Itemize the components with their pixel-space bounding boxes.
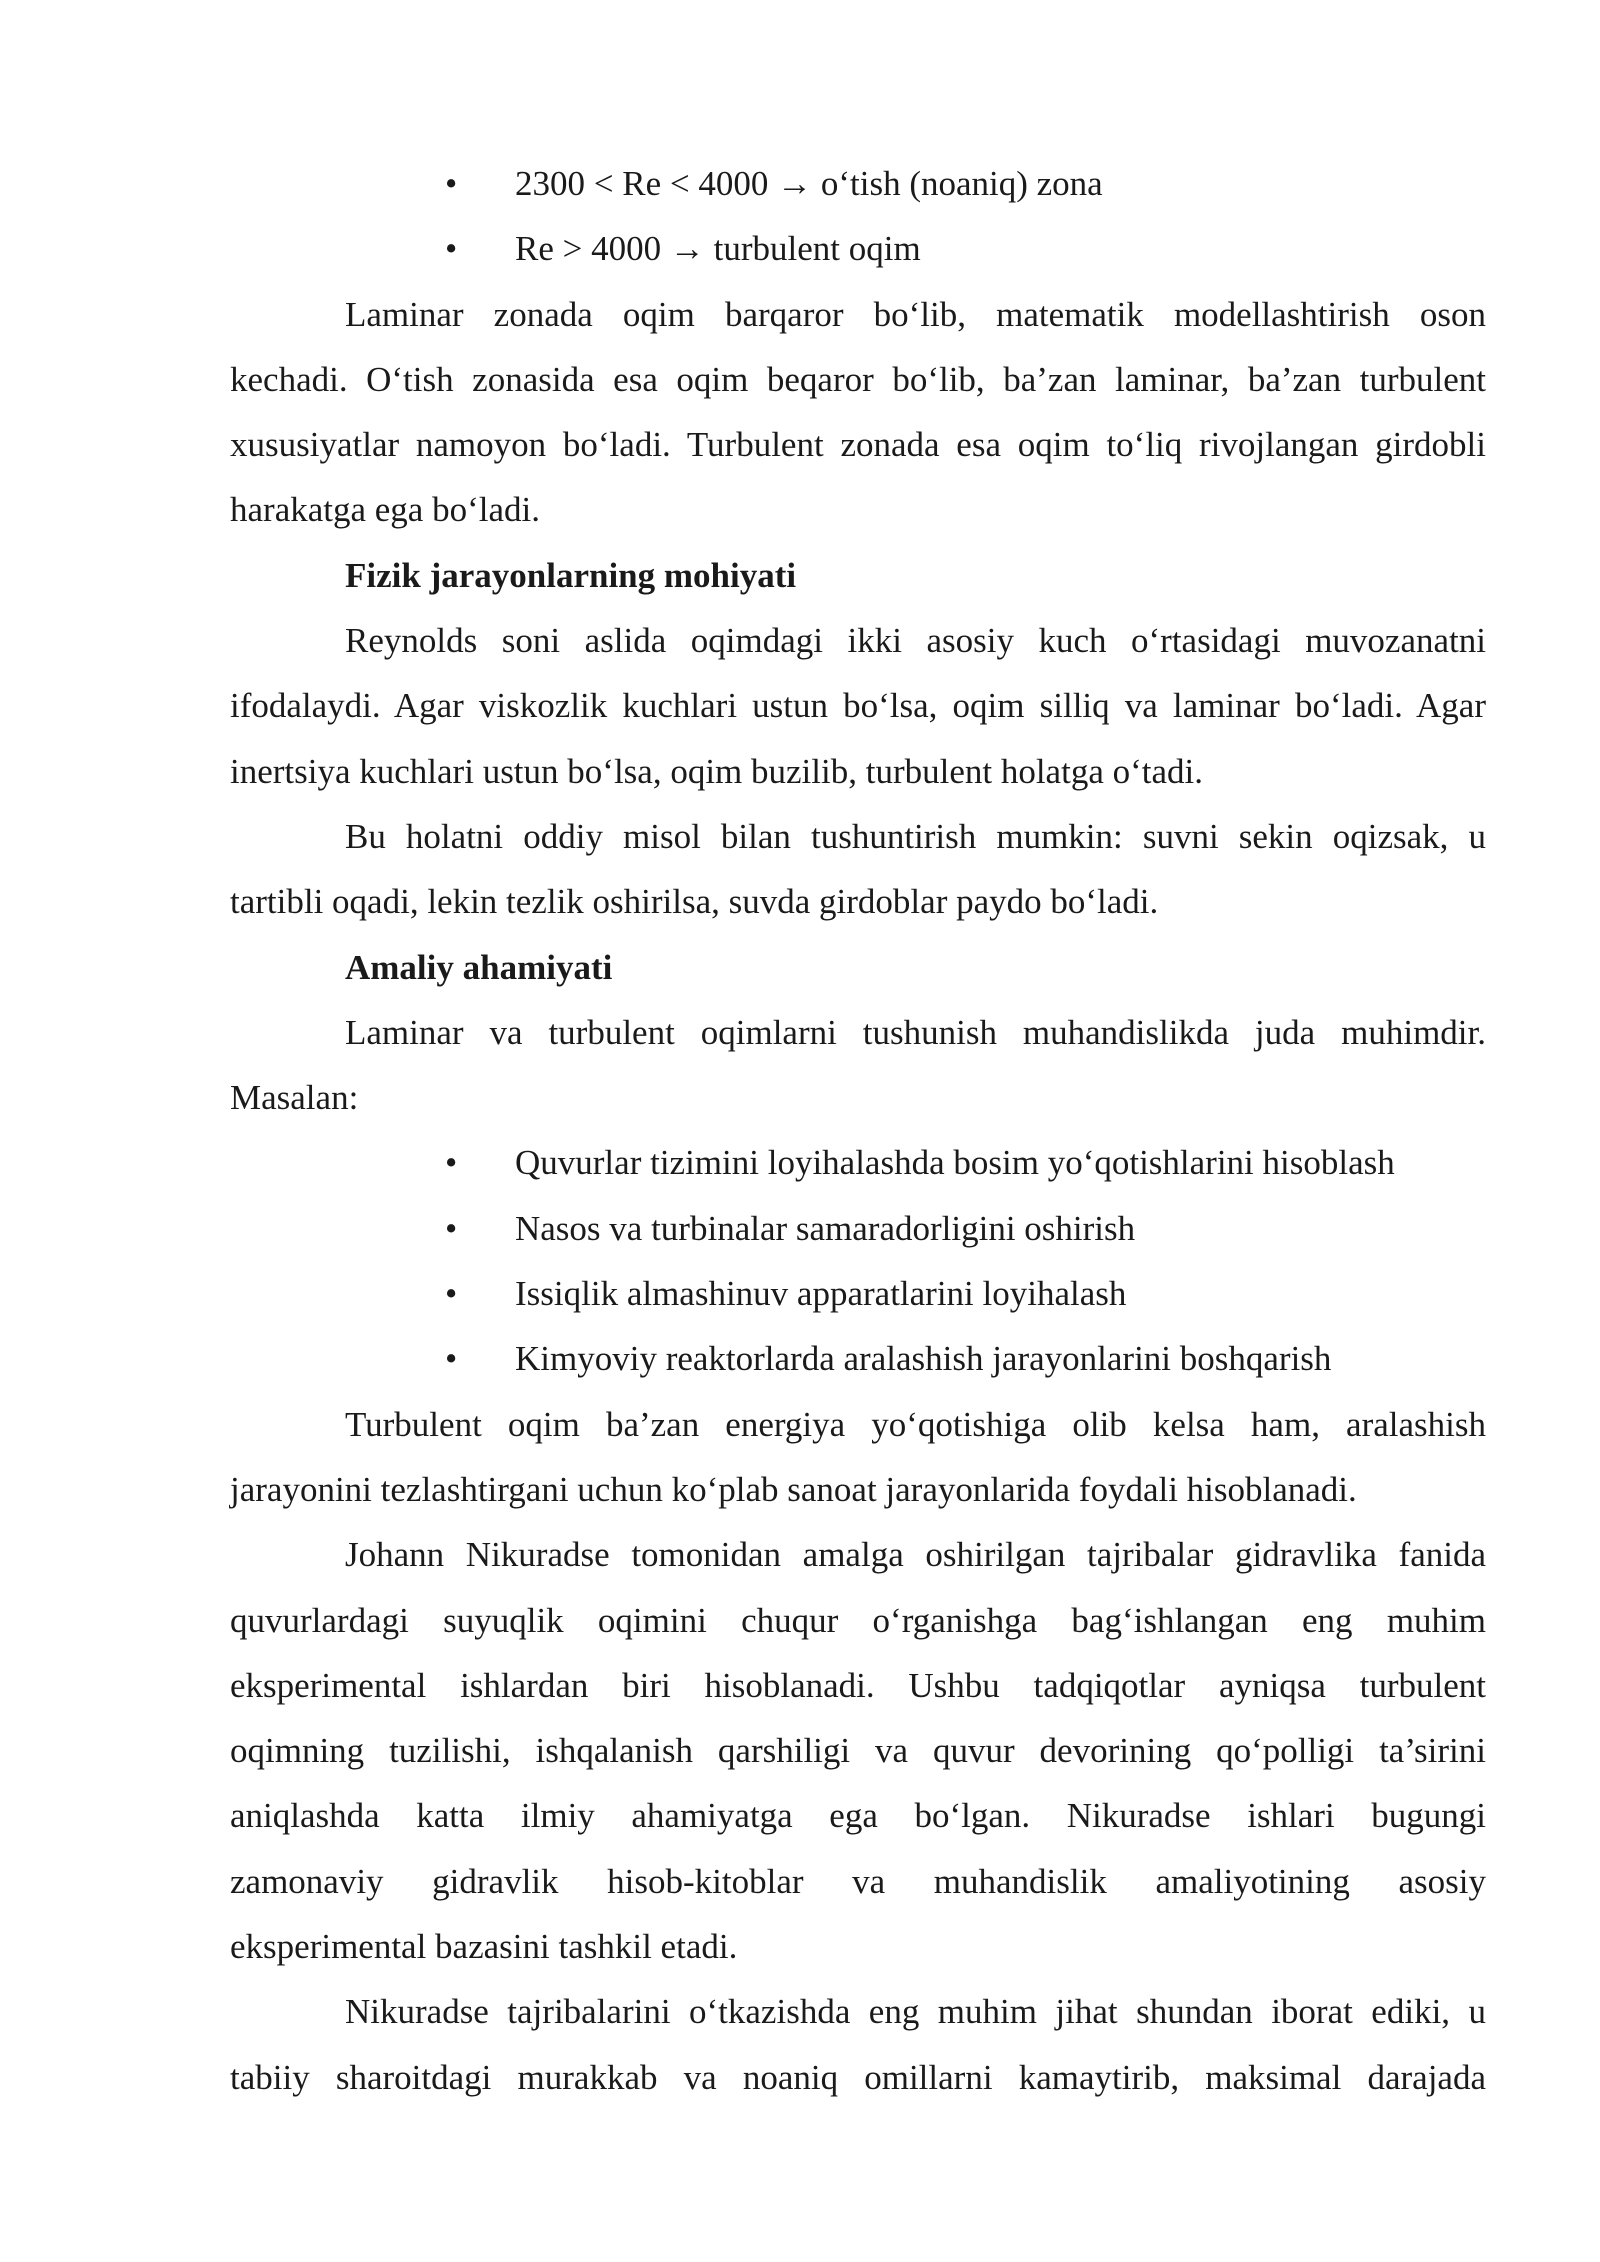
paragraph-line: harakatga ega bo‘ladi. [230,490,540,530]
bullet-icon: • [445,1143,458,1183]
paragraph-line: tartibli oqadi, lekin tezlik oshirilsa, suvda girdoblar paydo bo‘ladi. [230,882,1159,922]
section-heading: Amaliy ahamiyati [345,947,613,987]
document-page [230,151,1486,2110]
paragraph-line: oqimning tuzilishi, ishqalanish qarshiligi va quvur devorining qo‘polligi ta’sirini [230,1731,1486,1771]
paragraph-line: xususiyatlar namoyon bo‘ladi. Turbulent zonada esa oqim to‘liq rivojlangan girdobli [230,425,1486,465]
paragraph-line: Bu holatni oddiy misol bilan tushuntirish mumkin: suvni sekin oqizsak, u [345,816,1486,856]
bullet-text: Quvurlar tizimini loyihalashda bosim yo‘qotishlarini hisoblash [515,1143,1395,1183]
paragraph-line: eksperimental ishlardan biri hisoblanadi. Ushbu tadqiqotlar ayniqsa turbulent [230,1665,1486,1705]
paragraph-line: Reynolds soni aslida oqimdagi ikki asosiy kuch o‘rtasidagi muvozanatni [345,621,1486,661]
bullet-text: Kimyoviy reaktorlarda aralashish jarayonlarini boshqarish [515,1339,1332,1379]
paragraph-line: ifodalaydi. Agar viskozlik kuchlari ustun bo‘lsa, oqim silliq va laminar bo‘ladi. Agar [230,686,1486,726]
bullet-text: Nasos va turbinalar samaradorligini oshirish [515,1208,1136,1248]
paragraph-line: quvurlardagi suyuqlik oqimini chuqur o‘rganishga bag‘ishlangan eng muhim [230,1600,1486,1640]
bullet-text: Re > 4000 → turbulent oqim [515,229,921,269]
bullet-list-item [230,1326,1486,1391]
paragraph-line: kechadi. O‘tish zonasida esa oqim beqaror bo‘lib, ba’zan laminar, ba’zan turbulent [230,359,1486,399]
bullet-list-item [230,216,1486,281]
bullet-list-item [230,1261,1486,1326]
paragraph-line: jarayonini tezlashtirgani uchun ko‘plab sanoat jarayonlarida foydali hisoblanadi. [230,1469,1357,1509]
bullet-text: 2300 < Re < 4000 → o‘tish (noaniq) zona [515,164,1103,203]
bullet-list-item [230,1130,1486,1195]
paragraph-line: Masalan: [230,1078,359,1118]
paragraph-line: inertsiya kuchlari ustun bo‘lsa, oqim buzilib, turbulent holatga o‘tadi. [230,751,1203,791]
paragraph-line: Nikuradse tajribalarini o‘tkazishda eng muhim jihat shundan iborat ediki, u [345,1992,1486,2032]
bullet-text: Issiqlik almashinuv apparatlarini loyihalash [515,1274,1127,1314]
paragraph-line: tabiiy sharoitdagi murakkab va noaniq omillarni kamaytirib, maksimal darajada [230,2057,1486,2097]
bullet-icon: • [445,229,458,269]
bullet-list-item [230,1196,1486,1261]
bullet-icon: • [445,1208,458,1248]
paragraph-line: Laminar va turbulent oqimlarni tushunish muhandislikda juda muhimdir. [345,1012,1486,1052]
paragraph-line: eksperimental bazasini tashkil etadi. [230,1927,738,1967]
paragraph-line: Laminar zonada oqim barqaror bo‘lib, matematik modellashtirish oson [345,294,1486,334]
section-heading: Fizik jarayonlarning mohiyati [345,555,797,595]
bullet-icon: • [445,1274,458,1314]
paragraph-line: Turbulent oqim ba’zan energiya yo‘qotishiga olib kelsa ham, aralashish [345,1404,1486,1444]
paragraph-line: aniqlashda katta ilmiy ahamiyatga ega bo‘lgan. Nikuradse ishlari bugungi [230,1796,1486,1836]
paragraph-line: zamonaviy gidravlik hisob-kitoblar va muhandislik amaliyotining asosiy [230,1861,1486,1901]
bullet-icon: • [445,1339,458,1379]
bullet-list-item [230,151,1486,216]
paragraph-line: Johann Nikuradse tomonidan amalga oshirilgan tajribalar gidravlika fanida [345,1535,1486,1575]
bullet-icon: • [445,164,458,203]
